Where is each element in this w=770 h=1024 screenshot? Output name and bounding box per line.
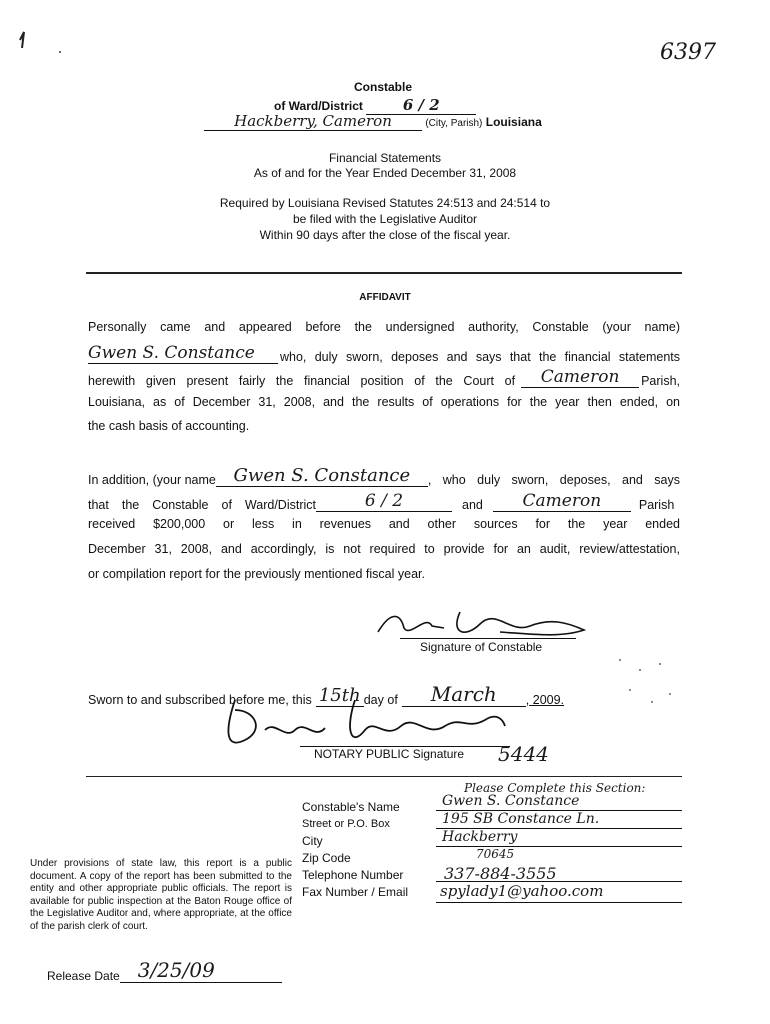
sworn-day: 15th — [316, 685, 364, 707]
header-state: Louisiana — [485, 115, 542, 129]
affidavit-p1-line1: Personally came and appeared before the undersigned authority, Constable (your name) — [88, 320, 680, 334]
affidavit-parish-word: Parish, — [641, 374, 680, 388]
notary-number: 5444 — [498, 742, 549, 766]
label-fax-email: Fax Number / Email — [302, 885, 409, 899]
affidavit-constable-name: Gwen S. Constance — [88, 343, 278, 364]
section-divider — [86, 776, 682, 777]
affidavit-title: AFFIDAVIT — [359, 292, 411, 303]
value-constable-name: Gwen S. Constance — [436, 793, 682, 811]
affidavit-p1-line3: herewith given present fairly the financial position of the Court of — [88, 374, 516, 388]
header-constable: Constable — [354, 80, 413, 94]
public-document-notice: Under provisions of state law, this report is a public document. A copy of the report has been submitted to the entity and other appropriate public officials. The report is available for public inspection at the Baton Rouge office of the Legislative Auditor and, where appropriate, at the office of the parish clerk of court. — [30, 858, 292, 932]
value-city: Hackberry — [436, 829, 682, 847]
scan-noise-icon — [600, 650, 690, 710]
sworn-month: March — [402, 682, 526, 707]
constable-signature-line — [400, 638, 576, 639]
constable-signature-label: Signature of Constable — [420, 640, 543, 654]
affidavit-p1-line4: Louisiana, as of December 31, 2008, and the results of operations for the year then ended, on — [88, 395, 680, 409]
affidavit-p2-parish: Cameron — [493, 491, 631, 512]
affidavit-p2-line2: that the Constable of Ward/District — [88, 498, 316, 512]
value-street: 195 SB Constance Ln. — [436, 811, 682, 829]
requirement-line-3: Within 90 days after the close of the fiscal year. — [259, 228, 511, 242]
fs-title: Financial Statements — [328, 151, 442, 165]
scan-mark-icon — [10, 10, 70, 60]
affidavit-p2-parish-word: Parish — [638, 498, 675, 512]
header-city-parish-label: (City, Parish) — [425, 118, 483, 129]
affidavit-p1-line2: who, duly sworn, deposes and says that the financial statements — [280, 350, 680, 364]
affidavit-p2-line5: or compilation report for the previously mentioned fiscal year. — [88, 567, 425, 581]
requirement-line-1: Required by Louisiana Revised Statutes 24:513 and 24:514 to — [219, 196, 551, 210]
release-date-value: 3/25/09 — [120, 958, 282, 983]
affidavit-p2-start: In addition, (your name — [88, 473, 216, 487]
sworn-day-of: day of — [363, 693, 398, 707]
sworn-year: , 2009. — [525, 693, 565, 707]
release-date-label: Release Date — [47, 969, 120, 983]
value-email: spylady1@yahoo.com — [436, 882, 682, 903]
label-telephone: Telephone Number — [302, 868, 404, 882]
label-constable-name: Constable's Name — [302, 800, 400, 814]
header-ward-value: 6 / 2 — [366, 96, 476, 115]
please-complete-label: Please Complete this Section: — [464, 781, 646, 795]
header-city-parish: Hackberry, Cameron — [204, 112, 422, 131]
fs-period: As of and for the Year Ended December 31, 2008 — [253, 166, 517, 180]
document-number: 6397 — [660, 40, 716, 65]
notary-label: NOTARY PUBLIC Signature — [314, 747, 465, 761]
header-divider — [86, 272, 682, 274]
affidavit-p2-line1-end: , who duly sworn, deposes, and says — [427, 473, 680, 487]
requirement-line-2: be filed with the Legislative Auditor — [292, 212, 478, 226]
label-zip: Zip Code — [302, 851, 351, 865]
affidavit-p2-line4: December 31, 2008, and accordingly, is not required to provide for an audit, review/attestation, — [88, 542, 680, 556]
affidavit-p2-name: Gwen S. Constance — [216, 465, 428, 487]
affidavit-court-parish: Cameron — [521, 367, 639, 388]
affidavit-p1-line5: the cash basis of accounting. — [88, 419, 250, 433]
header-ward-label: of Ward/District — [274, 99, 363, 113]
label-city: City — [302, 834, 323, 848]
affidavit-p2-line3: received $200,000 or less in revenues and other sources for the year ended — [88, 517, 680, 531]
value-zip: 70645 — [476, 847, 515, 861]
label-street: Street or P.O. Box — [302, 818, 390, 830]
sworn-text: Sworn to and subscribed before me, this — [88, 693, 312, 707]
affidavit-p2-ward: 6 / 2 — [316, 491, 452, 512]
value-telephone: 337-884-3555 — [436, 864, 682, 882]
affidavit-p2-and: and — [462, 498, 483, 512]
